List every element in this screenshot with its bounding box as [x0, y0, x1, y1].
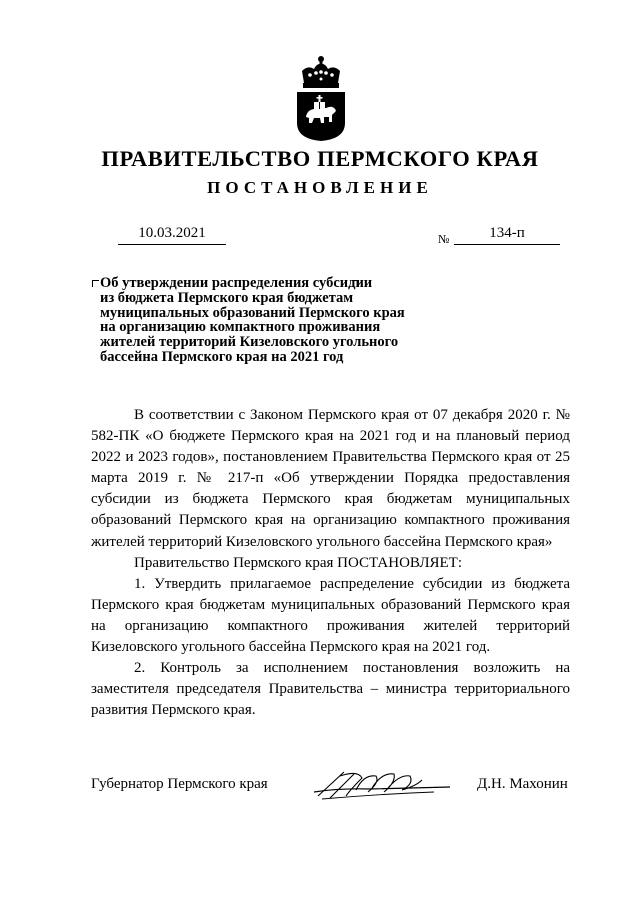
document-body — [91, 405, 570, 721]
handwritten-signature — [310, 768, 460, 802]
document-number: 134-п — [489, 225, 525, 241]
resolves-paragraph: Правительство Пермского края ПОСТАНОВЛЯЕТ: — [134, 554, 463, 571]
number-underline — [454, 244, 560, 245]
item-2-paragraph: 2. Контроль за исполнением постановления возложить на заместителя председателя Правительства – министра территориального развития Пермского края. — [91, 660, 570, 719]
number-label: № — [438, 232, 450, 246]
subject-line: муниципальных образований Пермского края — [100, 304, 405, 321]
document-date: 10.03.2021 — [138, 225, 206, 241]
subject-corner-left — [92, 280, 99, 287]
date-underline — [118, 244, 226, 245]
item-1-paragraph: 1. Утвердить прилагаемое распределение субсидии из бюджета Пермского края бюджетам муниципальных образований Пермского края на организацию компактного проживания жителей территорий Кизеловского угольного бассейна Пермского края на 2021 год. — [91, 575, 570, 656]
government-title: ПРАВИТЕЛЬСТВО ПЕРМСКОГО КРАЯ — [101, 146, 539, 171]
document-subject — [100, 276, 440, 365]
subject-line: на организацию компактного проживания — [100, 319, 381, 336]
preamble-paragraph: В соответствии с Законом Пермского края от 07 декабря 2020 г. № 582-ПК «О бюджете Пермского края на 2021 год и на плановый период 2022 и 2023 годов», постановлением Правительства Пермского края от 25 марта 2019 г. № 217-п «Об утверждении Порядка предоставления субсидии из бюджета Пермского края бюджетам муниципальных образований Пермского края на организацию компактного проживания жителей территорий Кизеловского угольного бассейна Пермского края» — [91, 407, 570, 550]
subject-line: Об утверждении распределения субсидии — [100, 275, 373, 291]
signatory-name: Д.Н. Махонин — [477, 776, 568, 792]
signatory-position: Губернатор Пермского края — [91, 776, 268, 792]
subject-line: из бюджета Пермского края бюджетам — [100, 289, 354, 306]
document-type: ПОСТАНОВЛЕНИЕ — [207, 178, 433, 197]
subject-line: жителей территорий Кизеловского угольного — [100, 334, 399, 351]
subject-line: бассейна Пермского края на 2021 год — [100, 348, 344, 365]
perm-krai-coat-of-arms-icon — [290, 55, 352, 141]
